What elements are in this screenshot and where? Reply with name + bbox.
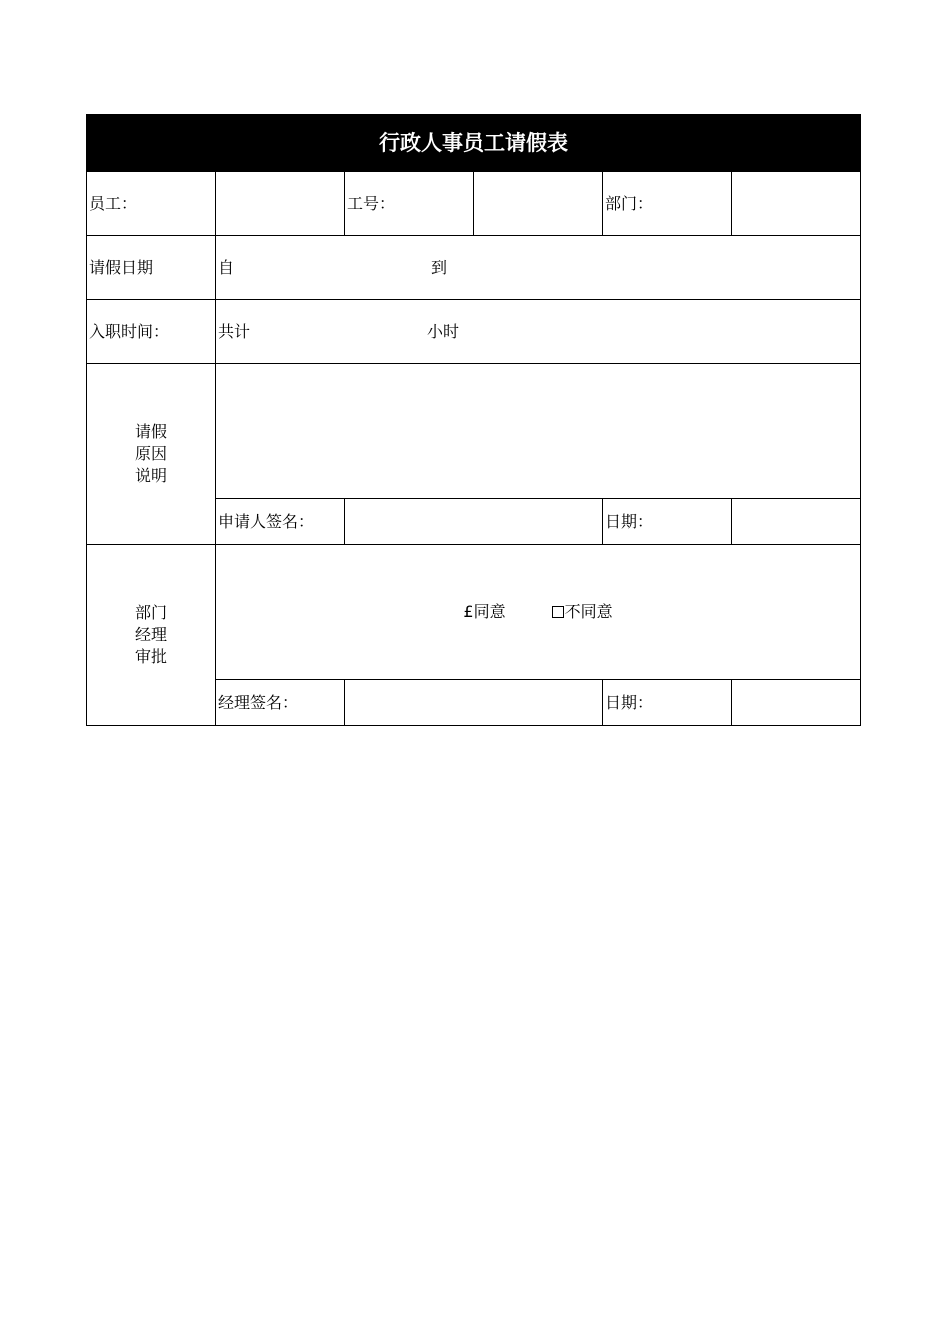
disagree-option[interactable]: 不同意 (552, 602, 613, 622)
applicant-sign-field[interactable] (345, 499, 603, 545)
manager-date-label: 日期： (603, 680, 732, 726)
applicant-date-field[interactable] (732, 499, 861, 545)
manager-sign-field[interactable] (345, 680, 603, 726)
checkbox-icon[interactable] (552, 606, 564, 618)
approval-options (216, 545, 861, 680)
employee-label: 员工： (87, 172, 216, 236)
total-hours-field[interactable] (216, 300, 861, 364)
approval-label: 部门 经理 审批 (87, 545, 216, 726)
applicant-date-label: 日期： (603, 499, 732, 545)
department-field[interactable] (732, 172, 861, 236)
hours-label: 小时 (427, 321, 460, 341)
employee-field[interactable] (216, 172, 345, 236)
reason-label: 请假 原因 说明 (87, 364, 216, 545)
applicant-sign-label: 申请人签名： (216, 499, 345, 545)
form-title: 行政人事员工请假表 (87, 115, 861, 172)
department-label: 部门： (603, 172, 732, 236)
agree-option[interactable]: £同意 (463, 602, 506, 621)
leave-date-label: 请假日期 (87, 236, 216, 300)
employee-id-label: 工号： (345, 172, 474, 236)
leave-date-field[interactable] (216, 236, 861, 300)
reason-field[interactable] (216, 364, 861, 499)
employee-id-field[interactable] (474, 172, 603, 236)
total-label: 共计 (218, 321, 251, 341)
manager-sign-label: 经理签名： (216, 680, 345, 726)
from-label: 自 (218, 257, 235, 277)
leave-request-form (86, 114, 861, 726)
hire-time-label: 入职时间： (87, 300, 216, 364)
manager-date-field[interactable] (732, 680, 861, 726)
to-label: 到 (431, 257, 448, 277)
